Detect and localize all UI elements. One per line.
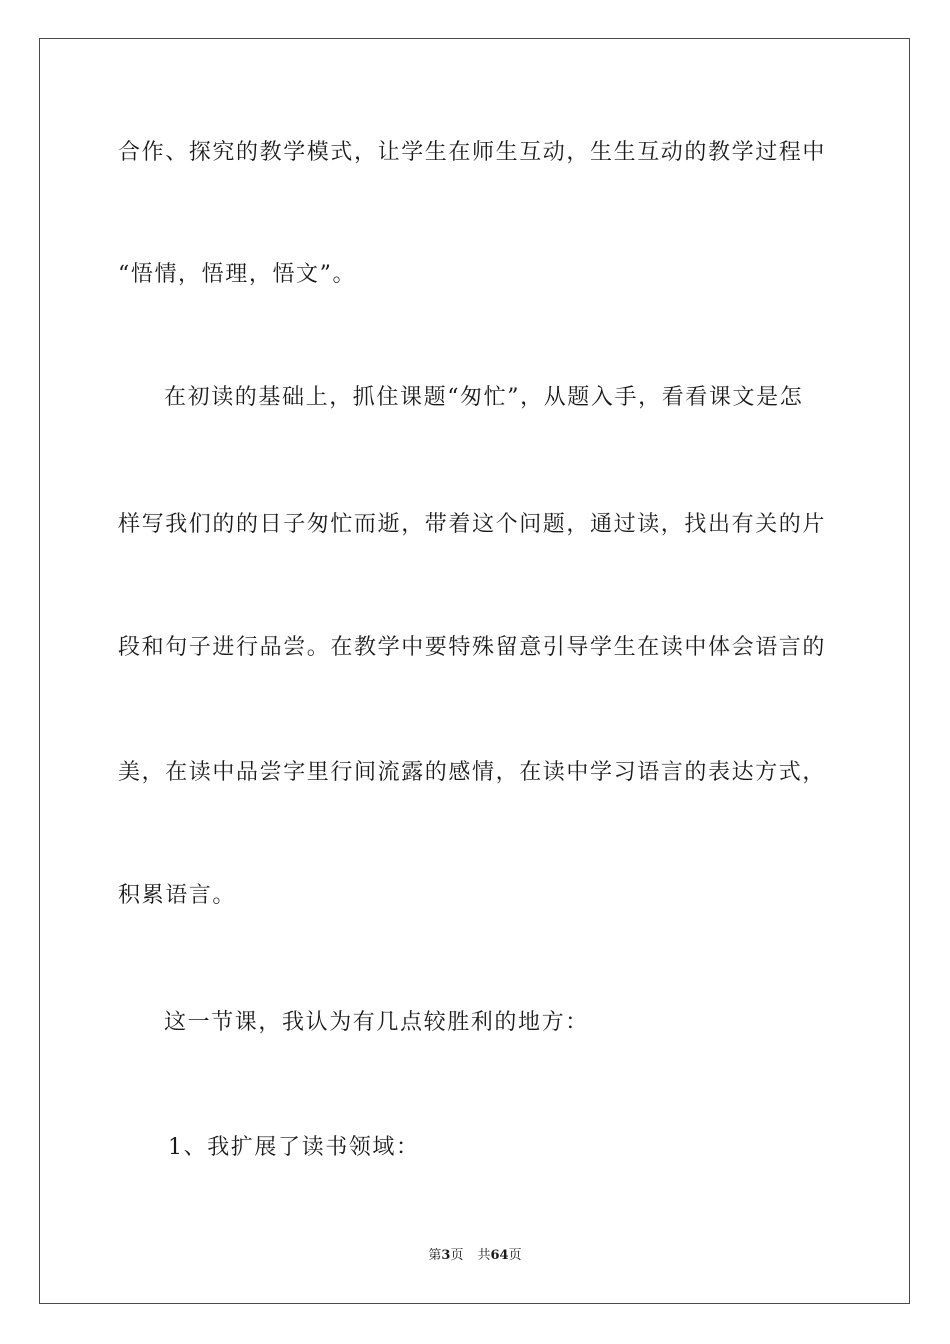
paragraph-line: 积累语言。 [118,883,237,908]
page-prefix: 第 [428,1248,442,1263]
paragraph-line: 美，在读中品尝字里行间流露的感情，在读中学习语言的表达方式， [118,760,827,785]
page-footer [0,1247,950,1265]
paragraph-line: 这一节课，我认为有几点较胜利的地方： [164,1010,589,1035]
paragraph-line: 在初读的基础上，抓住课题“匆忙”，从题入手，看看课文是怎 [164,385,804,410]
list-item: 1、我扩展了读书领域： [168,1135,420,1160]
page-number: 3 [441,1248,451,1263]
paragraph-line: 样写我们的的日子匆忙而逝，带着这个问题，通过读，找出有关的片 [118,512,827,537]
total-pages: 64 [490,1248,509,1263]
paragraph-line: 合作、探究的教学模式，让学生在师生互动，生生互动的教学过程中 [118,140,827,165]
paragraph-line: 段和句子进行品尝。在教学中要特殊留意引导学生在读中体会语言的 [118,635,827,660]
page-border [39,38,910,1304]
total-prefix: 共 [477,1248,491,1263]
paragraph-line: “悟情，悟理，悟文”。 [118,262,357,287]
total-suffix: 页 [508,1248,522,1263]
page-suffix: 页 [450,1248,464,1263]
